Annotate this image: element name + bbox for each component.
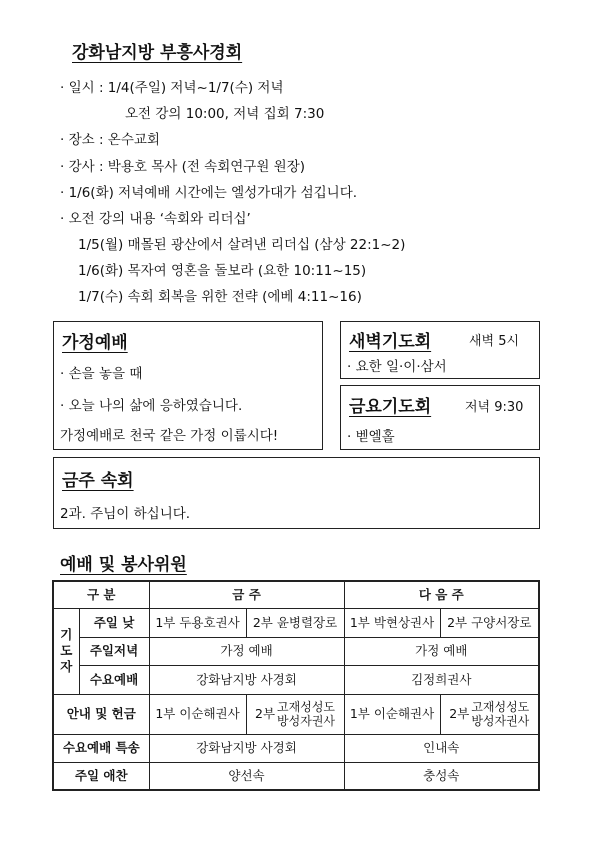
header-next-week: 다 음 주	[344, 581, 539, 608]
weekly-cell-line: 2과. 주님이 하십니다.	[60, 506, 191, 522]
family-worship-box	[53, 321, 323, 450]
family-worship-line: 가정예배로 천국 같은 가정 이룹시다!	[60, 428, 279, 444]
cell-value: 방성자권사	[277, 714, 336, 728]
cell-value: 김정희권사	[344, 665, 539, 694]
friday-prayer-box	[340, 385, 540, 450]
weekly-cell-box	[53, 457, 540, 529]
table-row	[53, 734, 539, 762]
row-label-sunday-day: 주일 낮	[79, 608, 149, 637]
family-worship-title: 가정예배	[62, 333, 128, 353]
cell-value-two-line	[440, 694, 539, 734]
notice-line-lecture-1: 1/5(월) 매몰된 광산에서 살려낸 리더십 (삼상 22:1~2)	[78, 237, 406, 253]
family-worship-line: · 오늘 나의 삶에 응하였습니다.	[60, 398, 243, 414]
notice-line-lecture-3: 1/7(수) 속회 회복을 위한 전략 (에베 4:11~16)	[78, 289, 362, 305]
row-label-wed-special: 수요예배 특송	[53, 734, 149, 762]
cell-value: 강화남지방 사경회	[149, 734, 344, 762]
dawn-prayer-time: 새벽 5시	[469, 334, 520, 349]
cell-value: 인내속	[344, 734, 539, 762]
cell-value: 1부 두용호권사	[149, 608, 246, 637]
cell-value: 고재성성도	[277, 700, 336, 714]
table-row	[53, 694, 539, 734]
table-row	[53, 665, 539, 694]
notice-title: 강화남지방 부흥사경회	[72, 43, 243, 63]
cell-value: 가정 예배	[344, 637, 539, 665]
dawn-prayer-box	[340, 321, 540, 379]
cell-value: 충성속	[344, 762, 539, 790]
cell-value: 2부 구양서장로	[440, 608, 539, 637]
row-label-usher: 안내 및 헌금	[53, 694, 149, 734]
cell-value: 강화남지방 사경회	[149, 665, 344, 694]
notice-line-place: · 장소 : 온수교회	[60, 132, 160, 148]
table-row	[53, 581, 539, 608]
friday-prayer-line: · 벧엘홀	[347, 429, 395, 445]
schedule-title: 예배 및 봉사위원	[60, 555, 187, 575]
notice-line-lecture-2: 1/6(화) 목자여 영혼을 돌보라 (요한 10:11~15)	[78, 263, 367, 279]
cell-value: 1부 이순해권사	[149, 694, 246, 734]
notice-line-time: 오전 강의 10:00, 저녁 집회 7:30	[125, 106, 325, 122]
table-row	[53, 762, 539, 790]
notice-line-date: · 일시 : 1/4(주일) 저녁~1/7(수) 저녁	[60, 80, 284, 96]
row-label-sunday-evening: 주일저녁	[79, 637, 149, 665]
header-this-week: 금 주	[149, 581, 344, 608]
schedule-table	[52, 580, 540, 791]
cell-value: 고재성성도	[471, 700, 530, 714]
dawn-prayer-line: · 요한 일·이·삼서	[347, 359, 447, 375]
notice-line-lecture: · 오전 강의 내용 ‘속회와 리더십’	[60, 211, 251, 227]
cell-value: 1부 이순해권사	[344, 694, 440, 734]
cell-value: 1부 박현상권사	[344, 608, 440, 637]
header-division: 구 분	[53, 581, 149, 608]
table-row	[53, 608, 539, 637]
weekly-cell-title: 금주 속회	[62, 471, 134, 491]
cell-value: 2부 윤병렬장로	[246, 608, 344, 637]
presider-group-label: 기도자	[53, 608, 79, 694]
cell-value: 가정 예배	[149, 637, 344, 665]
cell-value: 양선속	[149, 762, 344, 790]
cell-value-two-line	[246, 694, 344, 734]
cell-value: 방성자권사	[471, 714, 530, 728]
dawn-prayer-title: 새벽기도회	[349, 332, 432, 352]
family-worship-line: · 손을 놓을 때	[60, 366, 143, 382]
friday-prayer-time: 저녁 9:30	[465, 400, 524, 415]
part-label: 2부	[449, 706, 470, 721]
row-label-wednesday: 수요예배	[79, 665, 149, 694]
table-row	[53, 637, 539, 665]
notice-line-choir: · 1/6(화) 저녁예배 시간에는 엘성가대가 섬깁니다.	[60, 185, 358, 201]
row-label-sunday-praise: 주일 애찬	[53, 762, 149, 790]
notice-line-speaker: · 강사 : 박용호 목사 (전 속회연구원 원장)	[60, 159, 306, 175]
friday-prayer-title: 금요기도회	[349, 397, 432, 417]
part-label: 2부	[255, 706, 276, 721]
